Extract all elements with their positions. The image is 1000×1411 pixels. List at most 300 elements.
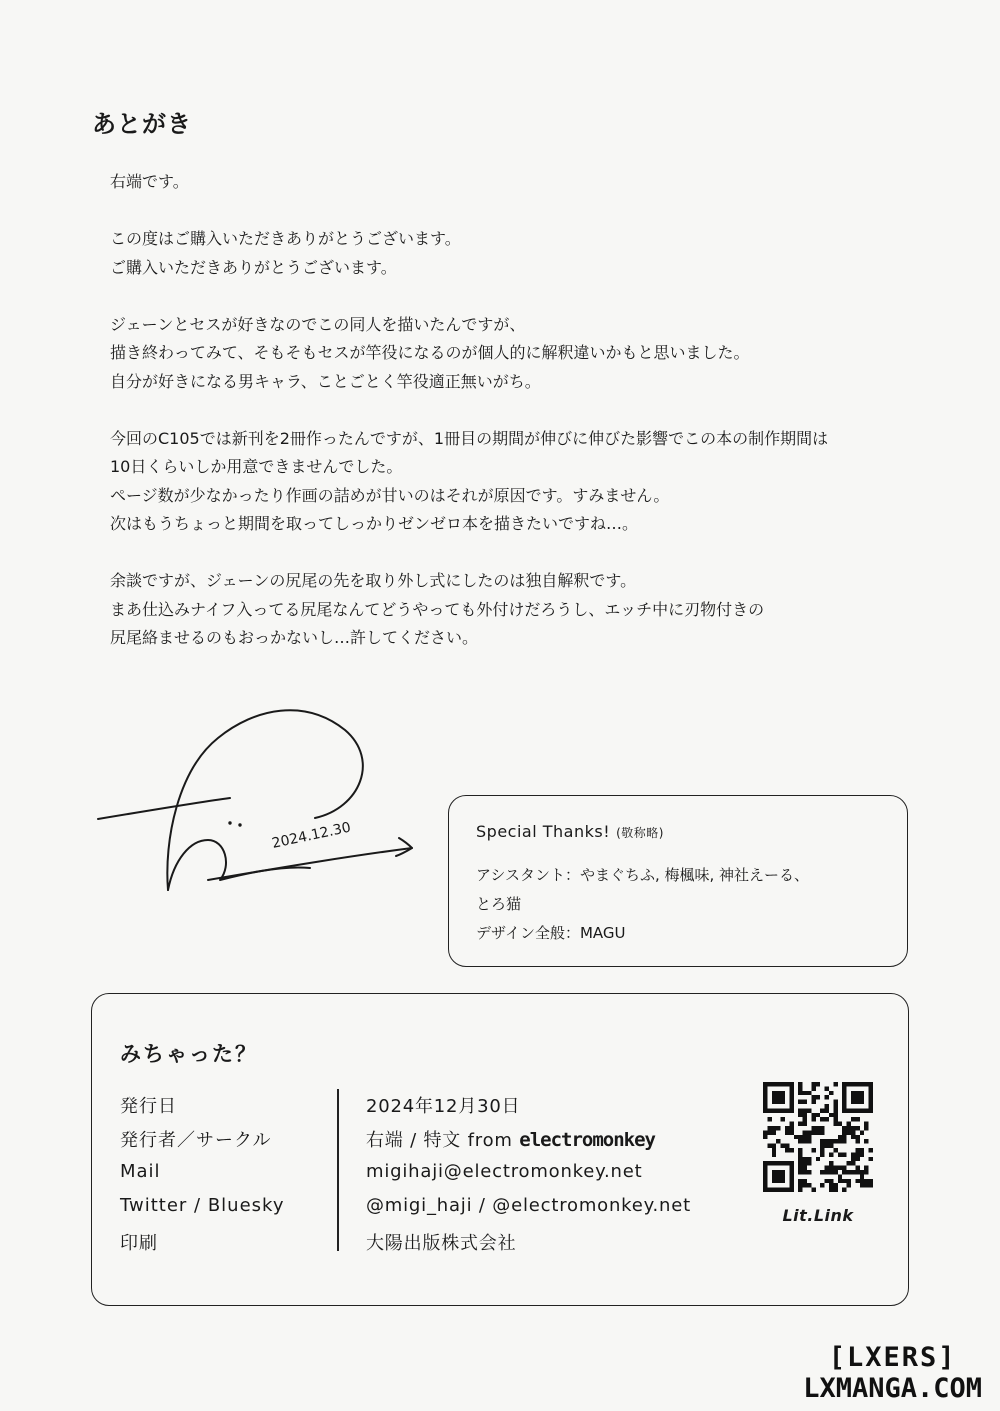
qr-module <box>842 1139 846 1143</box>
qr-module <box>789 1108 793 1112</box>
afterword-body <box>110 168 910 681</box>
qr-module <box>855 1157 859 1161</box>
qr-module <box>776 1170 780 1174</box>
paragraph-line: まあ仕込みナイフ入ってる尻尾なんてどうやっても外付けだろうし、エッチ中に刃物付きの <box>110 599 765 619</box>
qr-module <box>807 1108 811 1112</box>
qr-module <box>789 1091 793 1095</box>
qr-module <box>781 1095 785 1099</box>
paragraph-line: 余談ですが、ジェーンの尻尾の先を取り外し式にしたのは独自解釈です。 <box>110 571 637 590</box>
qr-module <box>851 1100 855 1104</box>
qr-module <box>864 1183 868 1187</box>
qr-module <box>763 1161 767 1165</box>
qr-module <box>842 1135 846 1139</box>
label-date: 発行日 <box>120 1096 177 1117</box>
qr-module <box>763 1086 767 1090</box>
special-thanks-box <box>448 795 908 967</box>
qr-module <box>833 1117 837 1121</box>
qr-module <box>829 1091 833 1095</box>
paragraph <box>110 567 910 653</box>
thanks-design: デザイン全般：MAGU <box>476 924 626 942</box>
qr-module <box>869 1104 873 1108</box>
qr-module <box>811 1188 815 1192</box>
qr-module <box>829 1152 833 1156</box>
qr-module <box>776 1188 780 1192</box>
qr-module <box>838 1135 842 1139</box>
thanks-title <box>476 822 664 841</box>
qr-module <box>847 1183 851 1187</box>
qr-module <box>763 1166 767 1170</box>
qr-module <box>869 1091 873 1095</box>
qr-module <box>803 1157 807 1161</box>
qr-module <box>767 1082 771 1086</box>
qr-module <box>803 1117 807 1121</box>
qr-module <box>785 1108 789 1112</box>
qr-module <box>807 1135 811 1139</box>
qr-module <box>798 1183 802 1187</box>
qr-module <box>803 1170 807 1174</box>
qr-module <box>776 1126 780 1130</box>
paragraph-line: ご購入いただきありがとうございます。 <box>110 257 397 277</box>
qr-module <box>807 1161 811 1165</box>
qr-module <box>776 1100 780 1104</box>
qr-module <box>803 1108 807 1112</box>
qr-module <box>869 1100 873 1104</box>
qr-module <box>763 1174 767 1178</box>
signature-date: 2024.12.30 <box>270 819 353 852</box>
qr-module <box>833 1139 837 1143</box>
paragraph-line: ページ数が少なかったり作画の詰めが甘いのはそれが原因です。すみません。 <box>110 485 670 505</box>
value-social[interactable]: @migi_haji / @electromonkey.net <box>366 1195 691 1216</box>
qr-module <box>842 1095 846 1099</box>
qr-module <box>803 1091 807 1095</box>
qr-module <box>785 1082 789 1086</box>
qr-module <box>855 1170 859 1174</box>
qr-module <box>789 1161 793 1165</box>
qr-module <box>781 1188 785 1192</box>
qr-module <box>763 1130 767 1134</box>
qr-module <box>820 1152 824 1156</box>
qr-module <box>811 1148 815 1152</box>
qr-module <box>785 1188 789 1192</box>
qr-module <box>803 1113 807 1117</box>
qr-module <box>869 1082 873 1086</box>
label-printer: 印刷 <box>120 1233 158 1254</box>
qr-module <box>829 1144 833 1148</box>
qr-module <box>772 1174 776 1178</box>
paragraph-line: この度はご購入いただきありがとうございます。 <box>110 229 461 248</box>
qr-module <box>811 1100 815 1104</box>
qr-module <box>851 1117 855 1121</box>
qr-module <box>825 1179 829 1183</box>
qr-module <box>847 1108 851 1112</box>
qr-module <box>772 1130 776 1134</box>
qr-module <box>798 1108 802 1112</box>
qr-module <box>798 1166 802 1170</box>
colophon-title: みちゃった？ <box>120 1042 258 1066</box>
brand-logo: electromonkey <box>519 1129 655 1151</box>
qr-module <box>825 1144 829 1148</box>
qr-module <box>776 1139 780 1143</box>
watermark-line1: [LXERS] <box>828 1342 957 1373</box>
qr-module <box>860 1100 864 1104</box>
qr-module <box>763 1104 767 1108</box>
qr-module <box>851 1170 855 1174</box>
qr-module <box>864 1082 868 1086</box>
qr-module <box>842 1091 846 1095</box>
qr-module <box>763 1095 767 1099</box>
qr-module <box>851 1161 855 1165</box>
qr-module <box>772 1108 776 1112</box>
qr-module <box>785 1161 789 1165</box>
signature-icon <box>90 690 430 900</box>
colophon-box <box>91 993 909 1306</box>
qr-module <box>772 1082 776 1086</box>
qr-module <box>833 1188 837 1192</box>
qr-module <box>838 1122 842 1126</box>
qr-module <box>838 1174 842 1178</box>
qr-module <box>776 1082 780 1086</box>
qr-module <box>864 1166 868 1170</box>
watermark <box>803 1342 982 1404</box>
qr-module <box>776 1091 780 1095</box>
qr-module <box>869 1179 873 1183</box>
qr-module <box>864 1139 868 1143</box>
qr-module <box>763 1100 767 1104</box>
qr-module <box>763 1170 767 1174</box>
qr-module <box>860 1183 864 1187</box>
qr-module <box>869 1095 873 1099</box>
qr-module <box>798 1161 802 1165</box>
qr-module <box>820 1108 824 1112</box>
qr-module <box>803 1100 807 1104</box>
qr-module <box>781 1161 785 1165</box>
thanks-assistants: アシスタント：やまぐちふ, 梅楓味, 神社えーる、 <box>476 866 810 884</box>
qr-module <box>781 1091 785 1095</box>
qr-module <box>860 1148 864 1152</box>
qr-module <box>763 1135 767 1139</box>
qr-module <box>803 1135 807 1139</box>
qr-module <box>829 1183 833 1187</box>
qr-module <box>767 1130 771 1134</box>
qr-module <box>776 1179 780 1183</box>
qr-module <box>789 1130 793 1134</box>
label-social: Twitter / Bluesky <box>120 1195 285 1216</box>
qr-module <box>838 1152 842 1156</box>
qr-module <box>855 1139 859 1143</box>
qr-module <box>798 1100 802 1104</box>
qr-module <box>833 1166 837 1170</box>
qr-module <box>820 1148 824 1152</box>
qr-module <box>767 1108 771 1112</box>
qr-code-icon[interactable] <box>763 1082 873 1192</box>
qr-module <box>767 1117 771 1121</box>
qr-module <box>833 1082 837 1086</box>
paragraph-line: ジェーンとセスが好きなのでこの同人を描いたんですが、 <box>110 314 526 334</box>
qr-module <box>860 1108 864 1112</box>
paragraph-line: 自分が好きになる男キャラ、ことごとく竿役適正無いがち。 <box>110 371 541 391</box>
qr-module <box>811 1126 815 1130</box>
qr-module <box>794 1135 798 1139</box>
qr-module <box>798 1157 802 1161</box>
qr-module <box>855 1148 859 1152</box>
qr-module <box>798 1170 802 1174</box>
qr-module <box>847 1122 851 1126</box>
page-title: あとがき <box>92 110 192 138</box>
qr-module <box>816 1113 820 1117</box>
qr-module <box>807 1183 811 1187</box>
qr-module <box>851 1130 855 1134</box>
qr-module <box>772 1091 776 1095</box>
qr-module <box>767 1126 771 1130</box>
qr-module <box>772 1095 776 1099</box>
qr-module <box>772 1170 776 1174</box>
qr-module <box>860 1091 864 1095</box>
qr-module <box>829 1170 833 1174</box>
qr-module <box>763 1082 767 1086</box>
thanks-assistants-cont: とろ猫 <box>476 895 522 913</box>
qr-module <box>847 1161 851 1165</box>
value-mail[interactable]: migihaji@electromonkey.net <box>366 1161 643 1182</box>
qr-module <box>767 1188 771 1192</box>
qr-module <box>869 1183 873 1187</box>
qr-caption: Lit.Link <box>782 1206 854 1225</box>
qr-module <box>798 1139 802 1143</box>
qr-module <box>851 1152 855 1156</box>
qr-module <box>829 1139 833 1143</box>
qr-module <box>807 1130 811 1134</box>
qr-module <box>789 1100 793 1104</box>
qr-module <box>833 1113 837 1117</box>
qr-module <box>820 1130 824 1134</box>
qr-module <box>763 1183 767 1187</box>
qr-module <box>776 1161 780 1165</box>
qr-module <box>847 1170 851 1174</box>
label-publisher: 発行者／サークル <box>120 1130 272 1151</box>
qr-module <box>825 1086 829 1090</box>
qr-module <box>864 1126 868 1130</box>
qr-module <box>855 1166 859 1170</box>
qr-module <box>781 1117 785 1121</box>
paragraph <box>110 225 910 282</box>
qr-module <box>772 1144 776 1148</box>
paragraph-line: 描き終わってみて、そもそもセスが竿役になるのが個人的に解釈違いかもと思いました。 <box>110 343 750 362</box>
qr-module <box>842 1104 846 1108</box>
paragraph-line: 今回のC105では新刊を2冊作ったんですが、1冊目の期間が伸びに伸びた影響でこの本の制作期間は <box>110 428 829 448</box>
qr-module <box>833 1104 837 1108</box>
qr-module <box>798 1082 802 1086</box>
thanks-title-text: Special Thanks! <box>476 822 611 841</box>
qr-module <box>803 1179 807 1183</box>
qr-module <box>789 1126 793 1130</box>
qr-module <box>855 1100 859 1104</box>
qr-module <box>833 1170 837 1174</box>
qr-module <box>820 1144 824 1148</box>
qr-module <box>860 1082 864 1086</box>
qr-module <box>763 1188 767 1192</box>
qr-module <box>829 1113 833 1117</box>
qr-module <box>798 1091 802 1095</box>
publisher-prefix: 右端 / 特文 from <box>366 1130 513 1151</box>
value-printer: 大陽出版株式会社 <box>366 1233 517 1254</box>
qr-module <box>860 1130 864 1134</box>
qr-module <box>763 1091 767 1095</box>
qr-module <box>847 1126 851 1130</box>
qr-module <box>860 1179 864 1183</box>
paragraph <box>110 168 910 197</box>
qr-module <box>816 1130 820 1134</box>
qr-module <box>842 1126 846 1130</box>
qr-module <box>798 1122 802 1126</box>
qr-module <box>807 1091 811 1095</box>
qr-module <box>842 1100 846 1104</box>
qr-module <box>776 1174 780 1178</box>
qr-module <box>803 1130 807 1134</box>
qr-module <box>789 1104 793 1108</box>
qr-module <box>825 1104 829 1108</box>
qr-module <box>803 1161 807 1165</box>
qr-module <box>798 1148 802 1152</box>
qr-module <box>829 1166 833 1170</box>
qr-module <box>816 1082 820 1086</box>
qr-module <box>798 1188 802 1192</box>
paragraph-line: 右端です。 <box>110 172 189 191</box>
qr-module <box>803 1183 807 1187</box>
qr-module <box>811 1082 815 1086</box>
qr-module <box>869 1148 873 1152</box>
qr-module <box>838 1179 842 1183</box>
qr-module <box>772 1126 776 1130</box>
qr-module <box>785 1144 789 1148</box>
qr-module <box>842 1166 846 1170</box>
paragraph <box>110 425 910 539</box>
qr-module <box>842 1152 846 1156</box>
qr-module <box>781 1179 785 1183</box>
qr-module <box>855 1179 859 1183</box>
qr-module <box>781 1170 785 1174</box>
qr-module <box>811 1113 815 1117</box>
qr-module <box>781 1100 785 1104</box>
qr-module <box>851 1157 855 1161</box>
qr-module <box>869 1157 873 1161</box>
qr-module <box>772 1161 776 1165</box>
qr-module <box>842 1130 846 1134</box>
qr-module <box>781 1082 785 1086</box>
qr-module <box>855 1152 859 1156</box>
value-publisher <box>366 1126 655 1152</box>
qr-module <box>807 1157 811 1161</box>
qr-module <box>772 1179 776 1183</box>
qr-module <box>829 1179 833 1183</box>
qr-module <box>855 1082 859 1086</box>
qr-module <box>803 1139 807 1143</box>
value-date: 2024年12月30日 <box>366 1096 521 1117</box>
qr-module <box>869 1108 873 1112</box>
qr-module <box>864 1170 868 1174</box>
watermark-line2: LXMANGA.COM <box>803 1373 982 1404</box>
qr-module <box>772 1188 776 1192</box>
qr-module <box>803 1166 807 1170</box>
qr-module <box>785 1130 789 1134</box>
qr-module <box>838 1139 842 1143</box>
qr-module <box>816 1157 820 1161</box>
qr-module <box>811 1130 815 1134</box>
qr-module <box>851 1082 855 1086</box>
qr-module <box>833 1108 837 1112</box>
qr-module <box>789 1183 793 1187</box>
qr-module <box>807 1139 811 1143</box>
qr-module <box>767 1144 771 1148</box>
qr-module <box>825 1166 829 1170</box>
qr-module <box>820 1170 824 1174</box>
qr-module <box>816 1095 820 1099</box>
qr-module <box>789 1086 793 1090</box>
qr-module <box>811 1095 815 1099</box>
qr-module <box>855 1091 859 1095</box>
qr-module <box>847 1130 851 1134</box>
qr-module <box>855 1126 859 1130</box>
qr-module <box>842 1179 846 1183</box>
qr-module <box>842 1188 846 1192</box>
paragraph-line: 尻尾絡ませるのもおっかないし…許してください。 <box>110 628 479 647</box>
qr-module <box>798 1113 802 1117</box>
qr-module <box>869 1086 873 1090</box>
qr-module <box>789 1082 793 1086</box>
qr-module <box>860 1174 864 1178</box>
qr-module <box>789 1148 793 1152</box>
qr-module <box>833 1122 837 1126</box>
qr-module <box>820 1183 824 1187</box>
qr-module <box>803 1122 807 1126</box>
qr-module <box>833 1100 837 1104</box>
qr-module <box>851 1126 855 1130</box>
qr-module <box>855 1095 859 1099</box>
qr-module <box>842 1086 846 1090</box>
qr-module <box>781 1108 785 1112</box>
qr-module <box>772 1152 776 1156</box>
qr-module <box>763 1179 767 1183</box>
qr-module <box>789 1188 793 1192</box>
qr-module <box>811 1117 815 1121</box>
qr-module <box>776 1095 780 1099</box>
qr-module <box>842 1108 846 1112</box>
qr-module <box>820 1126 824 1130</box>
qr-module <box>851 1095 855 1099</box>
qr-module <box>855 1117 859 1121</box>
qr-module <box>789 1095 793 1099</box>
qr-module <box>785 1126 789 1130</box>
qr-module <box>820 1139 824 1143</box>
qr-module <box>842 1170 846 1174</box>
qr-module <box>789 1179 793 1183</box>
qr-module <box>842 1082 846 1086</box>
qr-module <box>789 1122 793 1126</box>
qr-module <box>851 1108 855 1112</box>
qr-module <box>833 1183 837 1187</box>
qr-module <box>860 1152 864 1156</box>
colophon-divider <box>337 1089 339 1251</box>
qr-module <box>767 1161 771 1165</box>
qr-module <box>829 1161 833 1165</box>
qr-module <box>825 1139 829 1143</box>
qr-module <box>847 1179 851 1183</box>
qr-module <box>829 1188 833 1192</box>
qr-module <box>798 1179 802 1183</box>
qr-module <box>789 1170 793 1174</box>
qr-module <box>864 1122 868 1126</box>
label-mail: Mail <box>120 1161 161 1182</box>
qr-module <box>789 1166 793 1170</box>
qr-module <box>825 1095 829 1099</box>
